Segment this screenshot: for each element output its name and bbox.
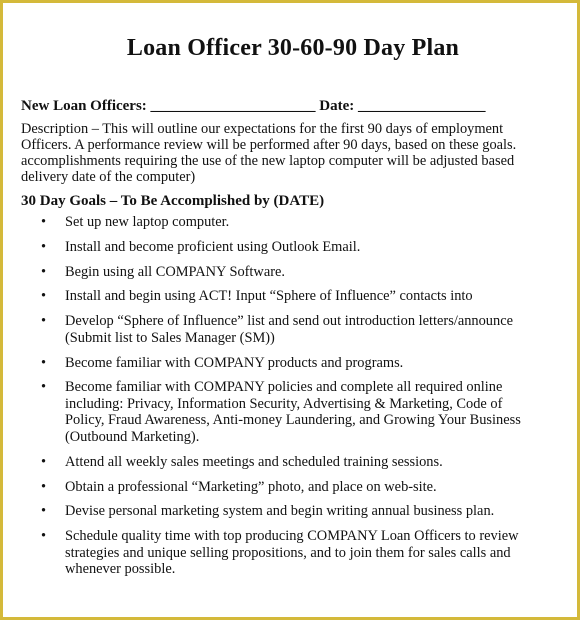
description-paragraph [21, 121, 565, 185]
bullet-icon: • [41, 478, 47, 495]
goal-text-line: Install and begin using ACT! Input “Sphere of Influence” contacts into [65, 288, 473, 305]
goal-text-line: Develop “Sphere of Influence” list and send out introduction letters/announce [65, 313, 513, 330]
goal-list-item [21, 264, 565, 281]
goal-list-item [21, 454, 565, 471]
officer-date-line: New Loan Officers: ______________________ Date: _________________ [21, 98, 486, 114]
goal-text-line: (Submit list to Sales Manager (SM)) [65, 329, 275, 346]
goal-text-line: Devise personal marketing system and begin writing annual business plan. [65, 503, 495, 520]
goal-text-line: whenever possible. [65, 561, 176, 578]
bullet-icon: • [41, 354, 47, 371]
goal-list-item [21, 479, 565, 496]
goal-text-line: strategies and unique selling propositions, and to join them for sales calls and [65, 544, 511, 561]
goal-text-line: Schedule quality time with top producing COMPANY Loan Officers to review [65, 528, 519, 545]
goal-list-item [21, 288, 565, 305]
goal-text-line: Install and become proficient using Outlook Email. [65, 238, 361, 255]
bullet-icon: • [41, 238, 47, 255]
page-title: Loan Officer 30-60-90 Day Plan [126, 35, 460, 61]
description-line: Officers. A performance review will be performed after 90 days, based on these goals. [21, 137, 517, 153]
goal-list-item [21, 313, 565, 346]
description-line: accomplishments requiring the use of the new laptop computer will be adjusted based [21, 153, 515, 169]
goal-text-line: Policy, Fraud Awareness, Anti-money Laundering, and Growing Your Business [65, 412, 521, 429]
bullet-icon: • [41, 379, 47, 396]
bullet-icon: • [41, 453, 47, 470]
bullet-icon: • [41, 503, 47, 520]
goal-text-line: Become familiar with COMPANY products and programs. [65, 354, 404, 371]
goal-list-item [21, 379, 565, 445]
bullet-icon: • [41, 313, 47, 330]
goal-text-line: Begin using all COMPANY Software. [65, 263, 285, 280]
goal-text-line: including: Privacy, Information Security, Advertising & Marketing, Code of [65, 395, 503, 412]
goals-list [21, 214, 565, 578]
section-heading-30-day: 30 Day Goals – To Be Accomplished by (DATE) [21, 193, 325, 209]
description-line: delivery date of the computer) [21, 169, 196, 185]
goal-text-line: Set up new laptop computer. [65, 214, 230, 230]
goal-text-line: (Outbound Marketing). [65, 429, 200, 446]
goal-text-line: Become familiar with COMPANY policies and complete all required online [65, 379, 503, 396]
goal-list-item [21, 214, 565, 231]
bullet-icon: • [41, 528, 47, 545]
description-line: Description – This will outline our expectations for the first 90 days of employment [21, 121, 504, 137]
bullet-icon: • [41, 288, 47, 305]
goal-text-line: Attend all weekly sales meetings and scheduled training sessions. [65, 453, 443, 470]
goal-list-item [21, 239, 565, 256]
bullet-icon: • [41, 214, 47, 230]
goal-list-item [21, 355, 565, 372]
goal-list-item [21, 503, 565, 520]
goal-list-item [21, 528, 565, 578]
bullet-icon: • [41, 263, 47, 280]
goal-text-line: Obtain a professional “Marketing” photo, and place on web-site. [65, 478, 437, 495]
